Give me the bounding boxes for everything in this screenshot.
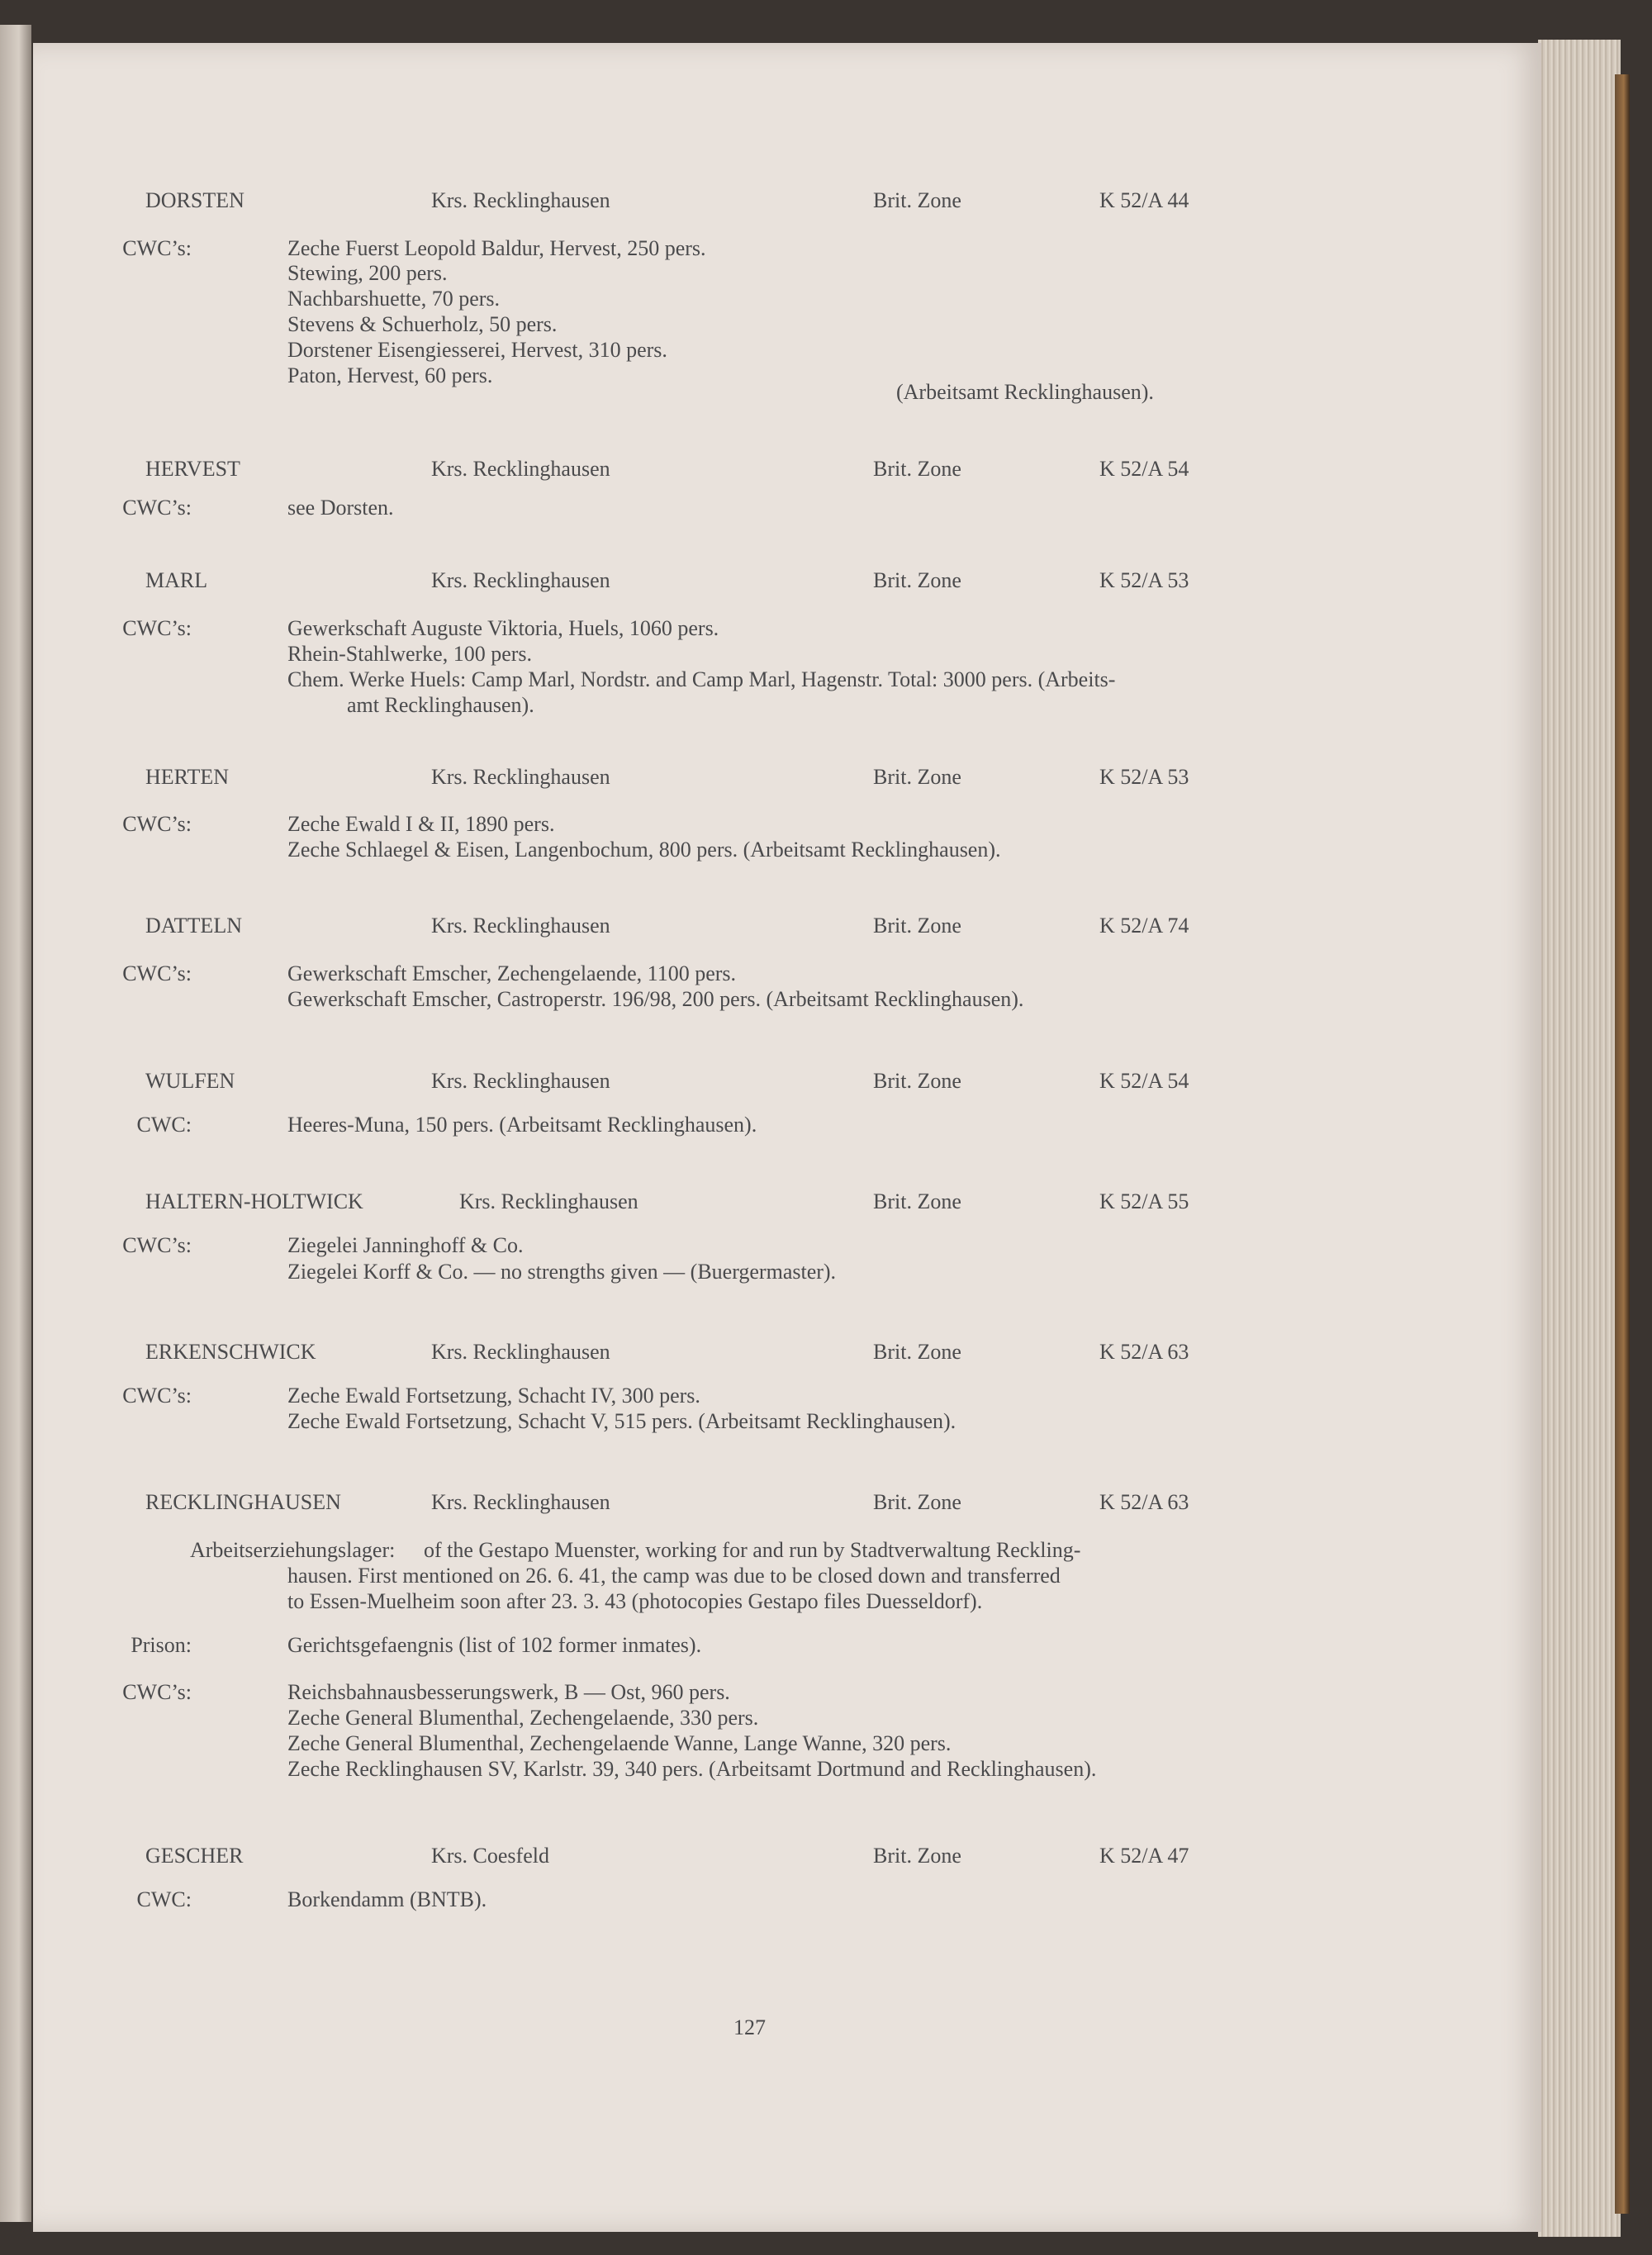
list-item: Gewerkschaft Emscher, Castroperstr. 196/98, 200 pers. (Arbeitsamt Recklinghausen).: [287, 987, 1024, 1011]
list-item: Zeche Recklinghausen SV, Karlstr. 39, 340 pers. (Arbeitsamt Dortmund and Recklinghausen).: [287, 1757, 1097, 1781]
list-item: Dorstener Eisengiesserei, Hervest, 310 pers.: [287, 338, 667, 362]
section-label: CWC:: [136, 1887, 192, 1911]
reference: K 52/A 63: [1099, 1340, 1189, 1364]
list-item: Zeche General Blumenthal, Zechengelaende Wanne, Lange Wanne, 320 pers.: [287, 1731, 952, 1755]
section-label: CWC’s:: [122, 616, 192, 640]
reference: K 52/A 63: [1099, 1490, 1189, 1514]
zone: Brit. Zone: [873, 1844, 961, 1868]
list-item: Stevens & Schuerholz, 50 pers.: [287, 312, 558, 336]
section-label: CWC’s:: [122, 812, 192, 836]
list-item: Heeres-Muna, 150 pers. (Arbeitsamt Recklinghausen).: [287, 1113, 757, 1137]
reference: K 52/A 74: [1099, 914, 1189, 938]
district: Krs. Recklinghausen: [431, 1490, 610, 1514]
section-label: CWC’s:: [122, 1680, 192, 1704]
district: Krs. Recklinghausen: [431, 765, 610, 789]
district: Krs. Recklinghausen: [431, 914, 610, 938]
zone: Brit. Zone: [873, 1490, 961, 1514]
place-name: ERKENSCHWICK: [145, 1340, 316, 1364]
list-item: Ziegelei Janninghoff & Co.: [287, 1233, 524, 1257]
zone: Brit. Zone: [873, 457, 961, 481]
place-name: HALTERN-HOLTWICK: [145, 1189, 363, 1213]
list-item: to Essen-Muelheim soon after 23. 3. 43 (photocopies Gestapo files Duesseldorf).: [287, 1589, 983, 1613]
district: Krs. Recklinghausen: [431, 1340, 610, 1364]
district: Krs. Recklinghausen: [431, 188, 610, 212]
place-name: GESCHER: [145, 1844, 244, 1868]
list-item: see Dorsten.: [287, 496, 394, 520]
list-item: Gerichtsgefaengnis (list of 102 former inmates).: [287, 1633, 702, 1657]
district: Krs. Recklinghausen: [431, 568, 610, 592]
list-item: Rhein-Stahlwerke, 100 pers.: [287, 642, 533, 666]
list-item: Zeche Ewald Fortsetzung, Schacht V, 515 pers. (Arbeitsamt Recklinghausen).: [287, 1409, 957, 1433]
list-item: Zeche Ewald Fortsetzung, Schacht IV, 300 pers.: [287, 1384, 700, 1408]
reference: K 52/A 54: [1099, 457, 1189, 481]
place-name: MARL: [145, 568, 208, 592]
list-item: Gewerkschaft Auguste Viktoria, Huels, 1060 pers.: [287, 616, 719, 640]
list-item: hausen. First mentioned on 26. 6. 41, the camp was due to be closed down and transferred: [287, 1564, 1061, 1588]
list-item: Nachbarshuette, 70 pers.: [287, 287, 501, 311]
zone: Brit. Zone: [873, 1189, 961, 1213]
reference: K 52/A 53: [1099, 765, 1189, 789]
section-label: CWC’s:: [122, 1384, 192, 1408]
section-label: Arbeitserziehungslager:: [190, 1538, 396, 1562]
reference: K 52/A 55: [1099, 1189, 1189, 1213]
source-note: (Arbeitsamt Recklinghausen).: [896, 380, 1154, 404]
place-name: HERTEN: [145, 765, 229, 789]
list-item: Borkendamm (BNTB).: [287, 1887, 487, 1911]
reference: K 52/A 47: [1099, 1844, 1189, 1868]
list-item: Ziegelei Korff & Co. — no strengths given — (Buergermaster).: [287, 1260, 837, 1284]
zone: Brit. Zone: [873, 765, 961, 789]
zone: Brit. Zone: [873, 568, 961, 592]
section-label: CWC’s:: [122, 496, 192, 520]
list-item: Reichsbahnausbesserungswerk, B — Ost, 960 pers.: [287, 1680, 730, 1704]
section-label: CWC’s:: [122, 961, 192, 985]
list-item: Stewing, 200 pers.: [287, 261, 448, 285]
place-name: RECKLINGHAUSEN: [145, 1490, 341, 1514]
list-item: Zeche General Blumenthal, Zechengelaende, 330 pers.: [287, 1706, 759, 1730]
section-label: CWC:: [136, 1113, 192, 1137]
page-number: 127: [733, 2015, 766, 2039]
district: Krs. Coesfeld: [431, 1844, 549, 1868]
zone: Brit. Zone: [873, 914, 961, 938]
place-name: DORSTEN: [145, 188, 244, 212]
district: Krs. Recklinghausen: [431, 1069, 610, 1093]
section-label: Prison:: [131, 1633, 192, 1657]
section-label: CWC’s:: [122, 236, 192, 260]
list-item: Paton, Hervest, 60 pers.: [287, 363, 493, 387]
reference: K 52/A 53: [1099, 568, 1189, 592]
zone: Brit. Zone: [873, 188, 961, 212]
list-item: Zeche Schlaegel & Eisen, Langenbochum, 800 pers. (Arbeitsamt Recklinghausen).: [287, 838, 1001, 862]
place-name: DATTELN: [145, 914, 242, 938]
list-item: of the Gestapo Muenster, working for and run by Stadtverwaltung Reckling-: [424, 1538, 1081, 1562]
district: Krs. Recklinghausen: [431, 457, 610, 481]
list-item: Zeche Ewald I & II, 1890 pers.: [287, 812, 555, 836]
reference: K 52/A 44: [1099, 188, 1189, 212]
place-name: WULFEN: [145, 1069, 235, 1093]
district: Krs. Recklinghausen: [459, 1189, 638, 1213]
section-label: CWC’s:: [122, 1233, 192, 1257]
zone: Brit. Zone: [873, 1069, 961, 1093]
list-item: Chem. Werke Huels: Camp Marl, Nordstr. and Camp Marl, Hagenstr. Total: 3000 pers. (Arbeits-: [287, 667, 1116, 691]
list-item: Gewerkschaft Emscher, Zechengelaende, 1100 pers.: [287, 961, 737, 985]
place-name: HERVEST: [145, 457, 240, 481]
list-item: amt Recklinghausen).: [347, 693, 534, 717]
zone: Brit. Zone: [873, 1340, 961, 1364]
reference: K 52/A 54: [1099, 1069, 1189, 1093]
list-item: Zeche Fuerst Leopold Baldur, Hervest, 250 pers.: [287, 236, 706, 260]
